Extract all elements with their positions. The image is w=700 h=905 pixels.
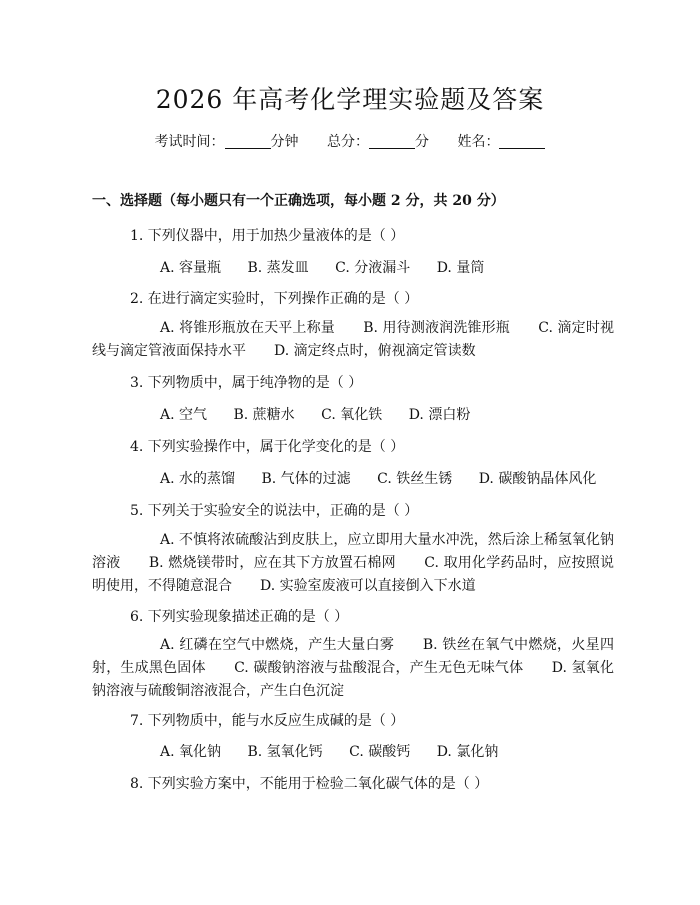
question-7-option-d: D. 氯化钠 [436,744,499,760]
name-label: 姓名： [457,134,500,150]
question-6-stem: 6. 下列实验现象描述正确的是（ ） [130,609,349,625]
question-1-option-b: B. 蒸发皿 [247,260,309,276]
total-score-label: 总分： [327,134,369,150]
name-field [457,134,545,150]
page-title: 2026 年高考化学理实验题及答案 [155,85,545,114]
question-1-options [160,257,506,277]
question-5-options: A. 不慎将浓硫酸沾到皮肤上，应立即用大量水冲洗，然后涂上稀氢氧化钠溶液 B. 燃烧镁带时，应在其下方放置石棉网 C. 取用化学药品时，应按照说明使用，不得随意混合 D. 实验室废液可以直接倒入下水道 [92,532,614,594]
question-1-stem: 1. 下列仪器中，用于加热少量液体的是（ ） [130,228,405,244]
name-blank[interactable] [499,133,545,149]
question-2-options: A. 将锥形瓶放在天平上称量 B. 用待测液润洗锥形瓶 C. 滴定时视线与滴定管液面保持水平 D. 滴定终点时，俯视滴定管读数 [92,320,614,359]
question-3-option-b: B. 蔗糖水 [233,407,295,423]
exam-time-unit: 分钟 [270,134,299,150]
question-3-stem: 3. 下列物质中，属于纯净物的是（ ） [130,375,363,391]
question-3-option-c: C. 氧化铁 [321,407,383,423]
question-3-options [160,404,492,424]
question-4-option-d: D. 碳酸钠晶体风化 [478,471,597,487]
total-score-field [327,134,433,150]
exam-time-field [155,134,303,150]
exam-info-line [0,131,700,151]
question-7-option-c: C. 碳酸钙 [349,744,411,760]
question-4-option-a: A. 水的蒸馏 [160,471,236,487]
question-7-option-b: B. 氢氧化钙 [247,744,323,760]
question-5-stem: 5. 下列关于实验安全的说法中，正确的是（ ） [130,503,419,519]
question-1-option-a: A. 容量瓶 [160,260,222,276]
question-4-option-c: C. 铁丝生锈 [377,471,453,487]
question-4-stem: 4. 下列实验操作中，属于化学变化的是（ ） [130,439,405,455]
question-1-option-d: D. 量筒 [436,260,485,276]
section-heading: 一、选择题（每小题只有一个正确选项，每小题 2 分，共 20 分） [92,193,505,209]
question-3-option-a: A. 空气 [160,407,208,423]
question-8-stem: 8. 下列实验方案中，不能用于检验二氧化碳气体的是（ ） [130,776,489,792]
exam-time-label: 考试时间： [154,134,225,150]
total-score-blank[interactable] [369,133,415,149]
question-3-option-d: D. 漂白粉 [408,407,471,423]
question-7-option-a: A. 氧化钠 [160,744,222,760]
total-score-unit: 分 [415,134,429,150]
question-4-options [160,468,618,488]
question-7-options [160,741,520,761]
question-7-stem: 7. 下列物质中，能与水反应生成碱的是（ ） [130,713,405,729]
exam-time-blank[interactable] [225,133,271,149]
question-6-options: A. 红磷在空气中燃烧，产生大量白雾 B. 铁丝在氧气中燃烧，火星四射，生成黑色固体 C. 碳酸钠溶液与盐酸混合，产生无色无味气体 D. 氢氧化钠溶液与硫酸铜溶液混合，产生白色沉淀 [92,637,614,699]
question-2-stem: 2. 在进行滴定实验时，下列操作正确的是（ ） [130,291,419,307]
question-4-option-b: B. 气体的过滤 [261,471,351,487]
question-1-option-c: C. 分液漏斗 [335,260,411,276]
